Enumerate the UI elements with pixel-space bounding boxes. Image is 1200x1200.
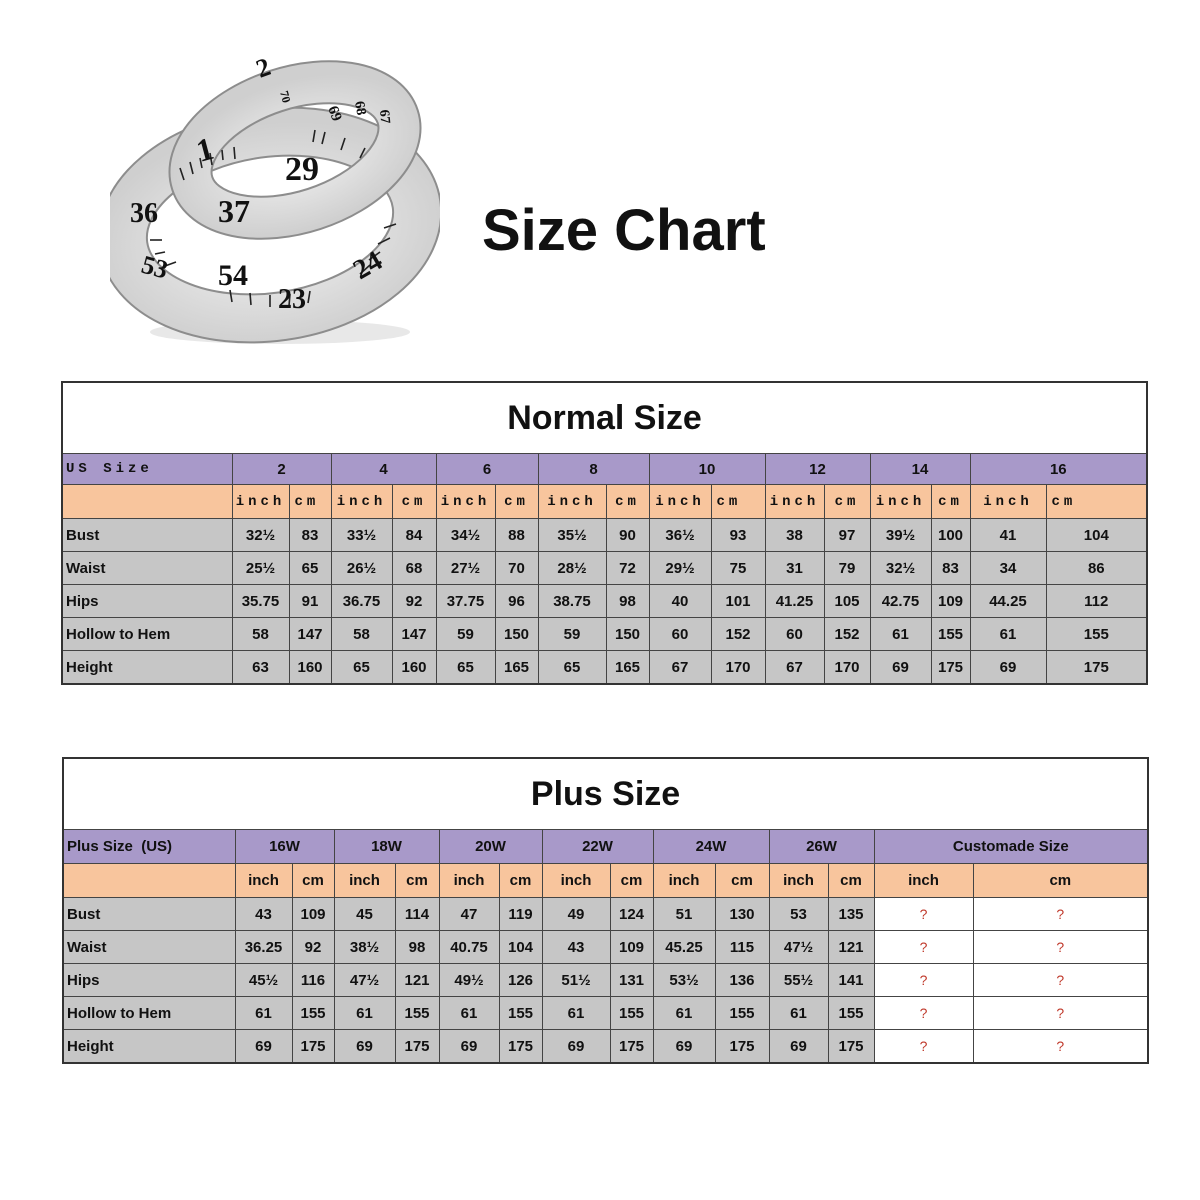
tape-number: 68 <box>351 100 369 117</box>
size-header: 14 <box>870 454 970 485</box>
cell-value: 55½ <box>769 964 828 997</box>
cell-value: 112 <box>1046 585 1147 618</box>
blank-cell <box>63 864 235 898</box>
cell-value: 72 <box>606 552 649 585</box>
cell-value: 34½ <box>436 519 495 552</box>
size-header: 24W <box>653 830 769 864</box>
unit-cm: cm <box>973 864 1148 898</box>
table-row-waist <box>63 931 1148 964</box>
size-header: 16 <box>970 454 1147 485</box>
custom-inch-input-mark: ? <box>874 898 973 931</box>
cell-value: 45½ <box>235 964 292 997</box>
custom-inch-input-mark: ? <box>874 1030 973 1064</box>
cell-value: 38½ <box>334 931 395 964</box>
cell-value: 58 <box>232 618 289 651</box>
cell-value: 58 <box>331 618 392 651</box>
cell-value: 175 <box>931 651 970 685</box>
unit-cm: cm <box>828 864 874 898</box>
cell-value: 42.75 <box>870 585 931 618</box>
unit-inch: inch <box>436 485 495 519</box>
cell-value: 152 <box>711 618 765 651</box>
cell-value: 126 <box>499 964 542 997</box>
cell-value: 61 <box>870 618 931 651</box>
unit-cm: cm <box>711 485 765 519</box>
cell-value: 155 <box>715 997 769 1030</box>
custom-inch-input-mark: ? <box>874 964 973 997</box>
unit-header-row <box>63 864 1148 898</box>
cell-value: 155 <box>499 997 542 1030</box>
cell-value: 98 <box>606 585 649 618</box>
cell-value: 32½ <box>232 519 289 552</box>
cell-value: 61 <box>235 997 292 1030</box>
cell-value: 29½ <box>649 552 711 585</box>
cell-value: 51½ <box>542 964 610 997</box>
cell-value: 38 <box>765 519 824 552</box>
unit-cm: cm <box>1046 485 1147 519</box>
cell-value: 83 <box>289 519 331 552</box>
unit-cm: cm <box>289 485 331 519</box>
cell-value: 135 <box>828 898 874 931</box>
cell-value: 49 <box>542 898 610 931</box>
row-label: Bust <box>62 519 232 552</box>
cell-value: 59 <box>538 618 606 651</box>
unit-cm: cm <box>499 864 542 898</box>
cell-value: 155 <box>292 997 334 1030</box>
cell-value: 65 <box>436 651 495 685</box>
unit-inch: inch <box>870 485 931 519</box>
cell-value: 101 <box>711 585 765 618</box>
table-row-height <box>63 1030 1148 1064</box>
cell-value: 155 <box>828 997 874 1030</box>
table-row-hollow-to-hem <box>62 618 1147 651</box>
cell-value: 147 <box>392 618 436 651</box>
table-row-bust <box>63 898 1148 931</box>
cell-value: 97 <box>824 519 870 552</box>
cell-value: 69 <box>439 1030 499 1064</box>
cell-value: 130 <box>715 898 769 931</box>
cell-value: 150 <box>495 618 538 651</box>
cell-value: 141 <box>828 964 874 997</box>
cell-value: 175 <box>828 1030 874 1064</box>
unit-inch: inch <box>538 485 606 519</box>
size-header: 22W <box>542 830 653 864</box>
size-header: 2 <box>232 454 331 485</box>
unit-cm: cm <box>395 864 439 898</box>
cell-value: 131 <box>610 964 653 997</box>
cell-value: 61 <box>334 997 395 1030</box>
page-title: Size Chart <box>482 198 766 263</box>
unit-inch: inch <box>649 485 711 519</box>
cell-value: 61 <box>970 618 1046 651</box>
cell-value: 61 <box>769 997 828 1030</box>
unit-cm: cm <box>824 485 870 519</box>
cell-value: 65 <box>289 552 331 585</box>
cell-value: 53½ <box>653 964 715 997</box>
cell-value: 35½ <box>538 519 606 552</box>
cell-value: 47½ <box>769 931 828 964</box>
tape-number: 29 <box>285 151 319 188</box>
tape-number: 69 <box>324 103 345 124</box>
cell-value: 136 <box>715 964 769 997</box>
cell-value: 37.75 <box>436 585 495 618</box>
cell-value: 114 <box>395 898 439 931</box>
custom-cm-input-mark: ? <box>973 997 1148 1030</box>
table-row-hollow-to-hem <box>63 997 1148 1030</box>
cell-value: 41 <box>970 519 1046 552</box>
cell-value: 119 <box>499 898 542 931</box>
cell-value: 45 <box>334 898 395 931</box>
cell-value: 51 <box>653 898 715 931</box>
cell-value: 115 <box>715 931 769 964</box>
size-header: 10 <box>649 454 765 485</box>
cell-value: 49½ <box>439 964 499 997</box>
unit-inch: inch <box>769 864 828 898</box>
cell-value: 67 <box>765 651 824 685</box>
cell-value: 39½ <box>870 519 931 552</box>
cell-value: 175 <box>610 1030 653 1064</box>
cell-value: 160 <box>392 651 436 685</box>
unit-cm: cm <box>715 864 769 898</box>
row-label: Waist <box>63 931 235 964</box>
unit-inch: inch <box>542 864 610 898</box>
unit-cm: cm <box>292 864 334 898</box>
cell-value: 165 <box>495 651 538 685</box>
row-label: Bust <box>63 898 235 931</box>
size-header: 18W <box>334 830 439 864</box>
custom-cm-input-mark: ? <box>973 898 1148 931</box>
size-header: 8 <box>538 454 649 485</box>
unit-inch: inch <box>653 864 715 898</box>
cell-value: 175 <box>395 1030 439 1064</box>
cell-value: 121 <box>828 931 874 964</box>
cell-value: 69 <box>542 1030 610 1064</box>
unit-cm: cm <box>606 485 649 519</box>
row-label: Hips <box>62 585 232 618</box>
cell-value: 38.75 <box>538 585 606 618</box>
cell-value: 31 <box>765 552 824 585</box>
size-header: 6 <box>436 454 538 485</box>
cell-value: 150 <box>606 618 649 651</box>
custom-cm-input-mark: ? <box>973 1030 1148 1064</box>
unit-cm: cm <box>610 864 653 898</box>
unit-inch: inch <box>439 864 499 898</box>
cell-value: 67 <box>649 651 711 685</box>
cell-value: 65 <box>538 651 606 685</box>
cell-value: 70 <box>495 552 538 585</box>
measuring-tape-image <box>110 40 440 350</box>
cell-value: 91 <box>289 585 331 618</box>
cell-value: 92 <box>392 585 436 618</box>
cell-value: 109 <box>292 898 334 931</box>
size-header: 20W <box>439 830 542 864</box>
cell-value: 45.25 <box>653 931 715 964</box>
cell-value: 175 <box>499 1030 542 1064</box>
plus-size-table <box>62 757 1149 1064</box>
row-label: Waist <box>62 552 232 585</box>
cell-value: 86 <box>1046 552 1147 585</box>
cell-value: 34 <box>970 552 1046 585</box>
cell-value: 93 <box>711 519 765 552</box>
tape-number: 54 <box>218 259 248 292</box>
cell-value: 41.25 <box>765 585 824 618</box>
tape-number: 2 <box>252 51 275 84</box>
custom-cm-input-mark: ? <box>973 964 1148 997</box>
cell-value: 69 <box>235 1030 292 1064</box>
cell-value: 84 <box>392 519 436 552</box>
plus-size-title: Plus Size <box>63 758 1148 830</box>
table-row-hips <box>63 964 1148 997</box>
cell-value: 43 <box>235 898 292 931</box>
table-row-waist <box>62 552 1147 585</box>
unit-inch: inch <box>334 864 395 898</box>
cell-value: 109 <box>931 585 970 618</box>
size-header: 12 <box>765 454 870 485</box>
cell-value: 90 <box>606 519 649 552</box>
size-header: 4 <box>331 454 436 485</box>
cell-value: 175 <box>715 1030 769 1064</box>
cell-value: 69 <box>769 1030 828 1064</box>
row-label: Hips <box>63 964 235 997</box>
tape-number: 67 <box>376 109 393 125</box>
custom-inch-input-mark: ? <box>874 931 973 964</box>
cell-value: 104 <box>499 931 542 964</box>
cell-value: 26½ <box>331 552 392 585</box>
size-header: 26W <box>769 830 874 864</box>
cell-value: 109 <box>610 931 653 964</box>
unit-cm: cm <box>931 485 970 519</box>
cell-value: 88 <box>495 519 538 552</box>
cell-value: 53 <box>769 898 828 931</box>
tape-number: 53 <box>138 249 172 285</box>
normal-size-table <box>61 381 1148 685</box>
row-label: Height <box>62 651 232 685</box>
unit-inch: inch <box>235 864 292 898</box>
tape-number: 36 <box>130 198 158 229</box>
row-label: Hollow to Hem <box>63 997 235 1030</box>
cell-value: 69 <box>334 1030 395 1064</box>
cell-value: 36½ <box>649 519 711 552</box>
cell-value: 75 <box>711 552 765 585</box>
cell-value: 170 <box>711 651 765 685</box>
blank-cell <box>62 485 232 519</box>
unit-header-row <box>62 485 1147 519</box>
cell-value: 170 <box>824 651 870 685</box>
cell-value: 36.75 <box>331 585 392 618</box>
cell-value: 36.25 <box>235 931 292 964</box>
cell-value: 155 <box>395 997 439 1030</box>
unit-cm: cm <box>392 485 436 519</box>
cell-value: 60 <box>765 618 824 651</box>
cell-value: 96 <box>495 585 538 618</box>
custom-inch-input-mark: ? <box>874 997 973 1030</box>
tape-number: 24 <box>348 245 388 287</box>
tape-number: 1 <box>192 129 218 169</box>
cell-value: 116 <box>292 964 334 997</box>
cell-value: 83 <box>931 552 970 585</box>
cell-value: 47 <box>439 898 499 931</box>
size-header: 16W <box>235 830 334 864</box>
cell-value: 79 <box>824 552 870 585</box>
custom-cm-input-mark: ? <box>973 931 1148 964</box>
us-size-label: US Size <box>62 454 232 485</box>
cell-value: 155 <box>931 618 970 651</box>
tape-number: 70 <box>277 89 294 105</box>
table-row-bust <box>62 519 1147 552</box>
row-label: Height <box>63 1030 235 1064</box>
cell-value: 69 <box>653 1030 715 1064</box>
cell-value: 165 <box>606 651 649 685</box>
cell-value: 92 <box>292 931 334 964</box>
customade-size-header: Customade Size <box>874 830 1148 864</box>
cell-value: 160 <box>289 651 331 685</box>
cell-value: 68 <box>392 552 436 585</box>
cell-value: 28½ <box>538 552 606 585</box>
cell-value: 104 <box>1046 519 1147 552</box>
plus-size-us-label: Plus Size (US) <box>63 830 235 864</box>
cell-value: 124 <box>610 898 653 931</box>
unit-inch: inch <box>765 485 824 519</box>
cell-value: 40.75 <box>439 931 499 964</box>
cell-value: 100 <box>931 519 970 552</box>
cell-value: 63 <box>232 651 289 685</box>
cell-value: 40 <box>649 585 711 618</box>
unit-inch: inch <box>874 864 973 898</box>
cell-value: 61 <box>653 997 715 1030</box>
unit-inch: inch <box>232 485 289 519</box>
cell-value: 47½ <box>334 964 395 997</box>
tape-number: 37 <box>218 193 250 229</box>
cell-value: 43 <box>542 931 610 964</box>
cell-value: 44.25 <box>970 585 1046 618</box>
cell-value: 65 <box>331 651 392 685</box>
cell-value: 175 <box>1046 651 1147 685</box>
cell-value: 69 <box>970 651 1046 685</box>
size-header-row <box>62 454 1147 485</box>
cell-value: 69 <box>870 651 931 685</box>
table-row-hips <box>62 585 1147 618</box>
cell-value: 155 <box>610 997 653 1030</box>
unit-inch: inch <box>970 485 1046 519</box>
cell-value: 33½ <box>331 519 392 552</box>
cell-value: 25½ <box>232 552 289 585</box>
cell-value: 147 <box>289 618 331 651</box>
cell-value: 35.75 <box>232 585 289 618</box>
cell-value: 105 <box>824 585 870 618</box>
cell-value: 155 <box>1046 618 1147 651</box>
cell-value: 61 <box>542 997 610 1030</box>
cell-value: 98 <box>395 931 439 964</box>
unit-inch: inch <box>331 485 392 519</box>
normal-size-title: Normal Size <box>62 382 1147 454</box>
cell-value: 32½ <box>870 552 931 585</box>
cell-value: 152 <box>824 618 870 651</box>
cell-value: 61 <box>439 997 499 1030</box>
cell-value: 121 <box>395 964 439 997</box>
cell-value: 60 <box>649 618 711 651</box>
cell-value: 27½ <box>436 552 495 585</box>
unit-cm: cm <box>495 485 538 519</box>
size-header-row <box>63 830 1148 864</box>
tape-number: 23 <box>278 284 306 315</box>
cell-value: 175 <box>292 1030 334 1064</box>
cell-value: 59 <box>436 618 495 651</box>
table-row-height <box>62 651 1147 685</box>
row-label: Hollow to Hem <box>62 618 232 651</box>
